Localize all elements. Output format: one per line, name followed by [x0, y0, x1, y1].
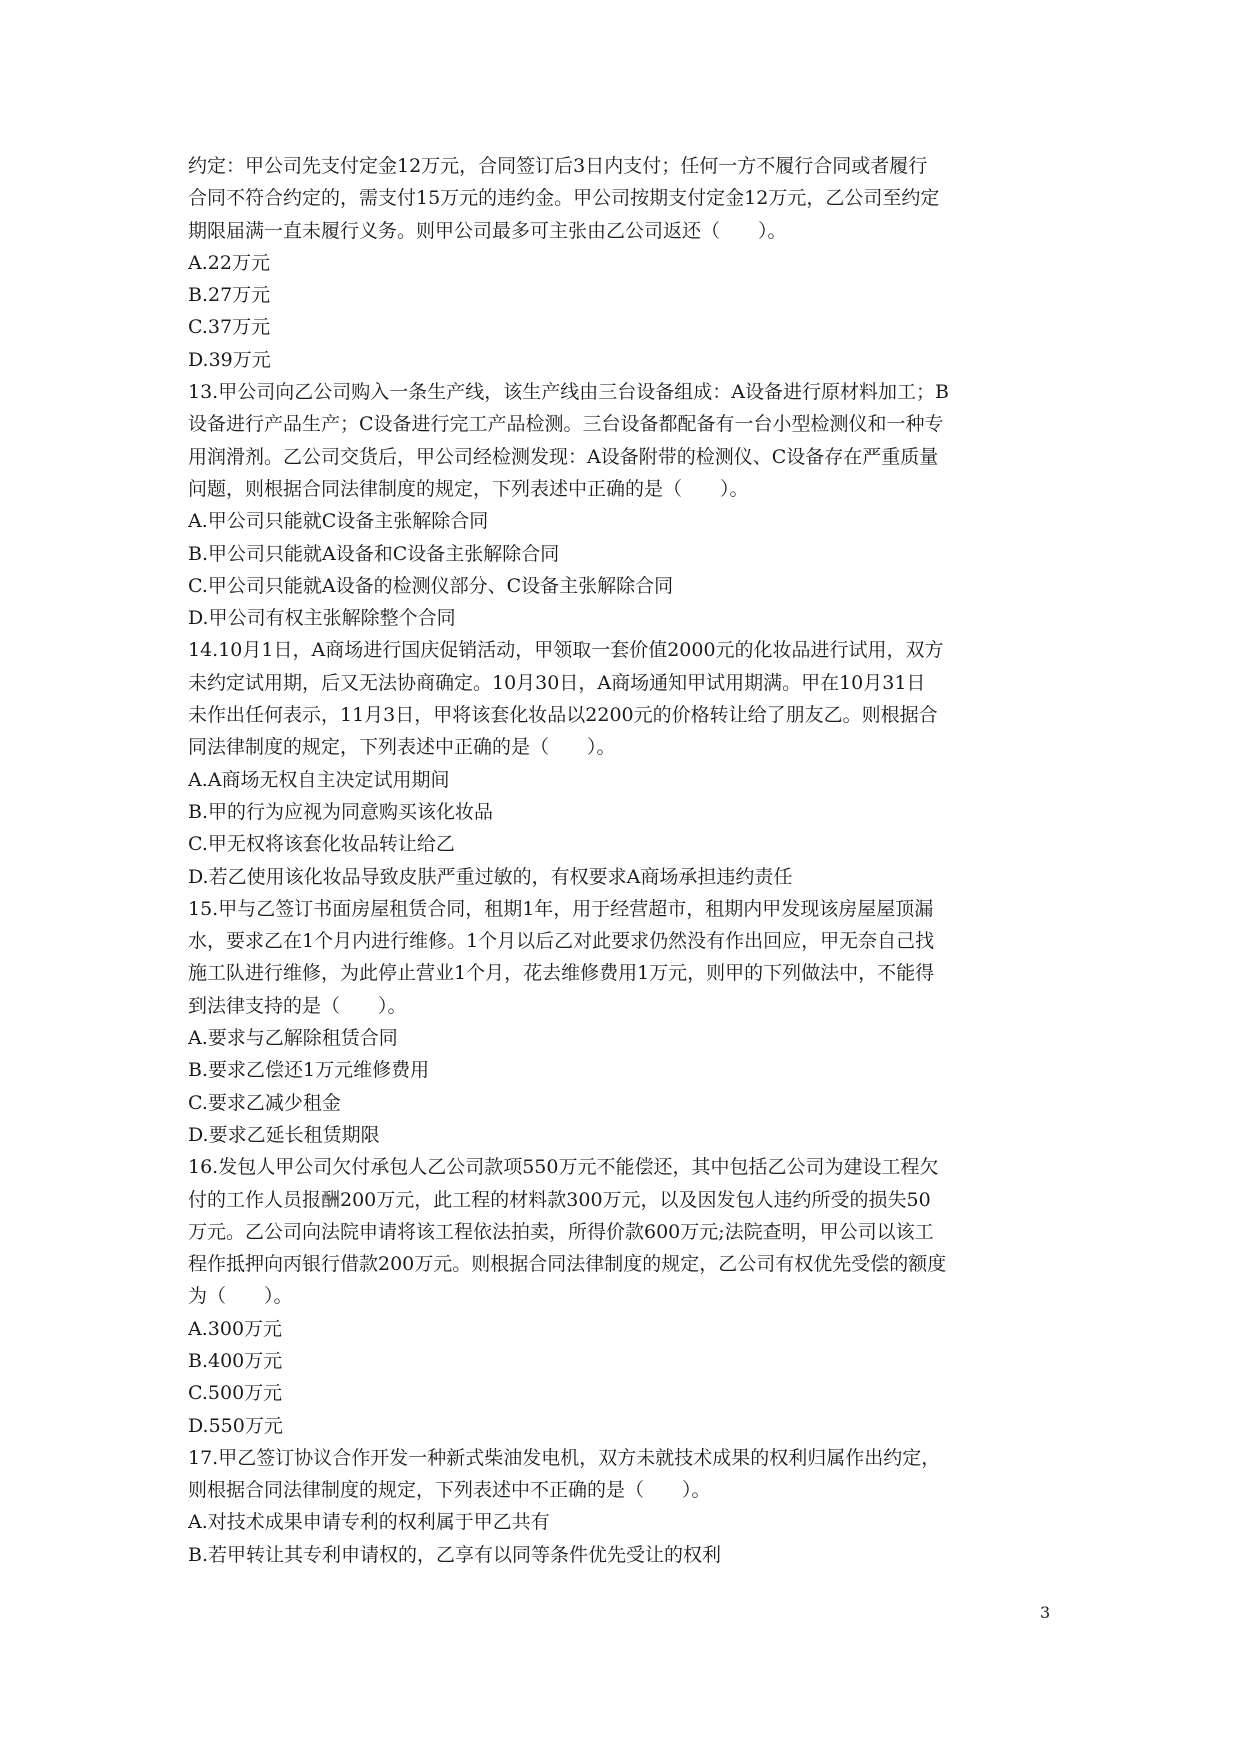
option-c: C.甲公司只能就A设备的检测仪部分、C设备主张解除合同 [188, 574, 674, 597]
question-stem-line: 同法律制度的规定，下列表述中正确的是（ ）。 [188, 736, 616, 759]
question-stem-line: 用润滑剂。乙公司交货后，甲公司经检测发现：A设备附带的检测仪、C设备存在严重质量 [188, 445, 939, 468]
option-d: D.39万元 [188, 348, 271, 371]
question-stem-line: 为（ ）。 [188, 1285, 293, 1308]
option-b: B.若甲转让其专利申请权的，乙享有以同等条件优先受让的权利 [188, 1543, 722, 1566]
question-stem-line: 施工队进行维修，为此停止营业1个月，花去维修费用1万元，则甲的下列做法中，不能得 [188, 962, 935, 985]
option-a: A.甲公司只能就C设备主张解除合同 [188, 510, 489, 533]
option-b: B.甲的行为应视为同意购买该化妆品 [188, 800, 494, 823]
question-stem-line: 程作抵押向丙银行借款200万元。则根据合同法律制度的规定，乙公司有权优先受偿的额度 [188, 1253, 947, 1276]
question-stem-line: 15.甲与乙签订书面房屋租赁合同，租期1年，用于经营超市，租期内甲发现该房屋屋顶漏 [188, 897, 934, 920]
question-stem-line: 13.甲公司向乙公司购入一条生产线，该生产线由三台设备组成：A设备进行原材料加工；B [188, 381, 949, 404]
option-a: A.要求与乙解除租赁合同 [188, 1027, 398, 1050]
question-stem-line: 万元。乙公司向法院申请将该工程依法拍卖，所得价款600万元;法院查明，甲公司以该工 [188, 1220, 934, 1243]
option-a: A.A商场无权自主决定试用期间 [188, 768, 450, 791]
question-15 [188, 893, 1058, 1151]
option-b: B.要求乙偿还1万元维修费用 [188, 1059, 430, 1082]
option-c: C.要求乙减少租金 [188, 1091, 341, 1114]
option-b: B.27万元 [188, 284, 271, 307]
question-stem-line: 到法律支持的是（ ）。 [188, 994, 407, 1017]
question-stem-line: 17.甲乙签订协议合作开发一种新式柴油发电机，双方未就技术成果的权利归属作出约定， [188, 1446, 941, 1469]
question-stem-line: 则根据合同法律制度的规定，下列表述中不正确的是（ ）。 [188, 1479, 711, 1502]
option-c: C.37万元 [188, 316, 271, 339]
page-content [188, 150, 1058, 1571]
option-a: A.300万元 [188, 1317, 283, 1340]
option-d: D.甲公司有权主张解除整个合同 [188, 607, 456, 630]
question-stem-line: 设备进行产品生产；C设备进行完工产品检测。三台设备都配备有一台小型检测仪和一种专 [188, 413, 944, 436]
question-stem-line: 付的工作人员报酬200万元，此工程的材料款300万元，以及因发包人违约所受的损失50 [188, 1188, 931, 1211]
question-stem-line: 未约定试用期，后又无法协商确定。10月30日，A商场通知甲试用期满。甲在10月31日 [188, 671, 926, 694]
option-a: A.22万元 [188, 251, 270, 274]
option-c: C.500万元 [188, 1382, 283, 1405]
question-stem-line: 16.发包人甲公司欠付承包人乙公司款项550万元不能偿还，其中包括乙公司为建设工程欠 [188, 1156, 939, 1179]
question-stem-line: 合同不符合约定的，需支付15万元的违约金。甲公司按期支付定金12万元，乙公司至约定 [188, 187, 940, 210]
option-b: B.甲公司只能就A设备和C设备主张解除合同 [188, 542, 560, 565]
option-d: D.550万元 [188, 1414, 283, 1437]
option-b: B.400万元 [188, 1349, 283, 1372]
page-number: 3 [1040, 1603, 1051, 1622]
question-13 [188, 376, 1058, 634]
option-c: C.甲无权将该套化妆品转让给乙 [188, 833, 455, 856]
question-12-continuation [188, 150, 1058, 376]
question-17 [188, 1442, 1058, 1571]
option-d: D.若乙使用该化妆品导致皮肤严重过敏的，有权要求A商场承担违约责任 [188, 865, 793, 888]
question-stem-line: 约定：甲公司先支付定金12万元，合同签订后3日内支付；任何一方不履行合同或者履行 [188, 155, 928, 177]
question-14 [188, 634, 1058, 892]
question-stem-line: 期限届满一直未履行义务。则甲公司最多可主张由乙公司返还（ ）。 [188, 219, 787, 242]
question-stem-line: 未作出任何表示，11月3日，甲将该套化妆品以2200元的价格转让给了朋友乙。则根据合 [188, 704, 938, 727]
option-a: A.对技术成果申请专利的权利属于甲乙共有 [188, 1511, 550, 1534]
question-stem-line: 问题，则根据合同法律制度的规定，下列表述中正确的是（ ）。 [188, 477, 749, 500]
question-stem-line: 14.10月1日，A商场进行国庆促销活动，甲领取一套价值2000元的化妆品进行试用，双方 [188, 639, 944, 662]
question-16 [188, 1151, 1058, 1442]
option-d: D.要求乙延长租赁期限 [188, 1123, 380, 1146]
question-stem-line: 水，要求乙在1个月内进行维修。1个月以后乙对此要求仍然没有作出回应，甲无奈自己找 [188, 930, 935, 953]
